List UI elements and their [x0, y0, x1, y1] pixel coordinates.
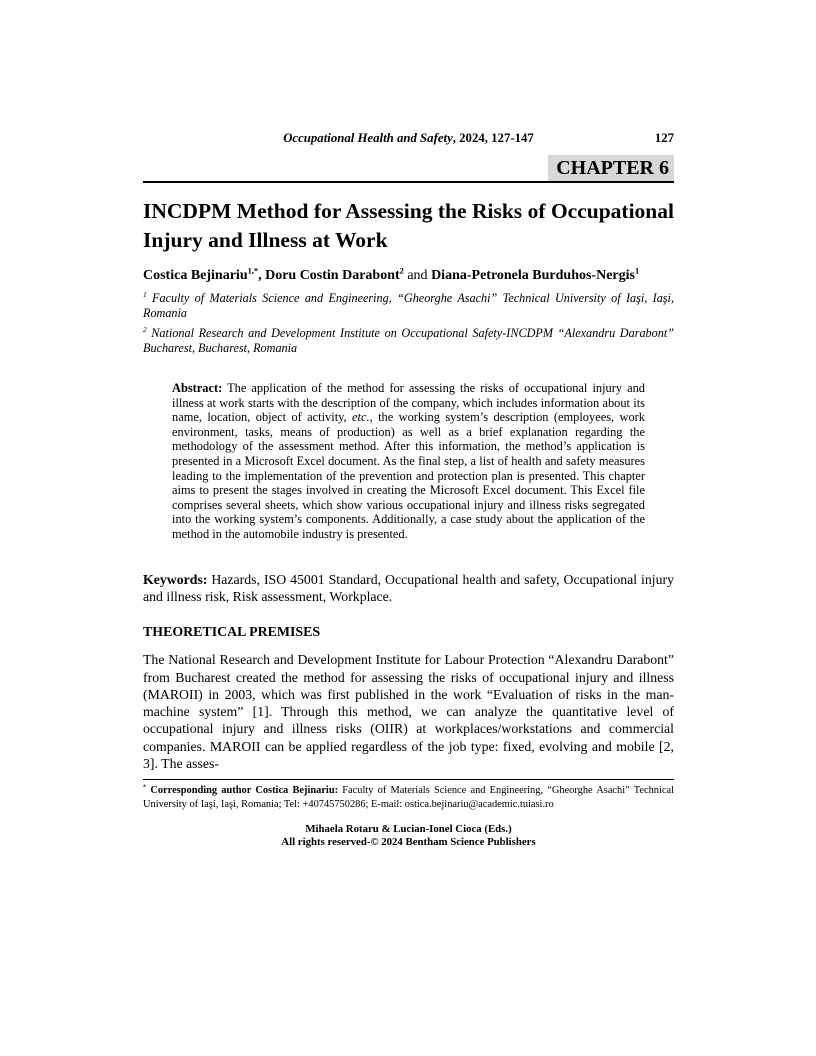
abstract-label: Abstract: [172, 381, 223, 395]
footer-rights: All rights reserved-© 2024 Bentham Science Publishers [281, 836, 536, 848]
author-3: Diana-Petronela Burduhos-Nergis [431, 268, 635, 283]
abstract-text-2: , the working system’s description (employees, work environment, tasks, means of production) as well as a brief explanation regarding the methodology of the assessment method. After this information, the method’s application is presented in a Microsoft Excel document. As the final step, a list of health and safety measures leading to the implementation of the prevention and protection plan is presented. This chapter aims to present the stages involved in creating the Microsoft Excel document. This Excel file comprises several sheets, which show various occupational injury and illness risks segregated into the working system’s components. Additionally, a case study about the application of the method in the automobile industry is presented. [172, 410, 645, 541]
author-1-affiliation-marker: 1,* [247, 266, 259, 276]
page-content [143, 131, 674, 850]
footnote [143, 779, 674, 811]
abstract-paragraph [172, 381, 645, 542]
author-2-affiliation-marker: 2 [399, 266, 404, 276]
author-3-affiliation-marker: 1 [634, 266, 640, 276]
footnote-marker: * [143, 783, 147, 791]
journal-issue: , 2024, 127-147 [452, 131, 534, 145]
keywords-label: Keywords: [143, 571, 208, 587]
running-header [143, 131, 674, 146]
page-number: 127 [654, 131, 674, 145]
authors-line [143, 267, 674, 284]
author-1: Costica Bejinariu [143, 268, 248, 283]
affiliation-1 [143, 291, 674, 321]
section-heading: THEORETICAL PREMISES [143, 625, 321, 641]
affiliation-1-text: Faculty of Materials Science and Engineering, “Gheorghe Asachi” Technical University of Iaşi, Iaşi, Romania [143, 291, 674, 320]
affiliation-2-marker: 2 [143, 324, 147, 334]
chapter-banner-row [143, 155, 674, 183]
footnote-label: Corresponding author Costica Bejinariu: [146, 785, 339, 797]
author-separator: , [258, 268, 266, 283]
chapter-title: INCDPM Method for Assessing the Risks of Occupational Injury and Illness at Work [143, 199, 674, 252]
affiliation-1-marker: 1 [143, 289, 147, 299]
journal-title: Occupational Health and Safety [283, 131, 453, 145]
chapter-banner: CHAPTER 6 [548, 155, 674, 181]
footer-editors: Mihaela Rotaru & Lucian-Ionel Cioca (Eds.) [305, 822, 512, 835]
keywords-text: Hazards, ISO 45001 Standard, Occupational health and safety, Occupational injury and illness risk, Risk assessment, Workplace. [143, 571, 674, 604]
affiliation-2-text: National Research and Development Institute on Occupational Safety-INCDPM “Alexandru Darabont” Bucharest, Bucharest, Romania [143, 326, 674, 355]
footnote-text: Faculty of Materials Science and Engineering, “Gheorghe Asachi” Technical University of Iaşi, Iaşi, Romania; Tel: +40745750286; E-mail: ostica.bejinariu@academic.tuiasi.ro [143, 785, 674, 810]
journal-citation [283, 131, 534, 145]
keywords-paragraph [143, 571, 674, 606]
book-footer [143, 823, 674, 850]
abstract-etc: etc. [352, 410, 370, 425]
author-connector: and [403, 268, 432, 283]
affiliation-2 [143, 326, 674, 356]
abstract-text-1: The application of the method for assessing the risks of occupational injury and illness at work starts with the description of the company, which includes information about its name, location, object of activity, [172, 381, 645, 425]
author-2: Doru Costin Darabont [265, 268, 400, 283]
body-paragraph: The National Research and Development Institute for Labour Protection “Alexandru Darabont” from Bucharest created the method for assessing the risks of occupational injury and illness (MAROII) in 2003, which was first published in the work “Evaluation of risks in the man-machine system” [1]. Through this method, we can analyze the quantitative level of occupational injury and illness risks (OIIR) at workplaces/workstations and commercial companies. MAROII can be applied regardless of the job type: fixed, evolving and mobile [2, 3]. The asses- [143, 652, 674, 771]
